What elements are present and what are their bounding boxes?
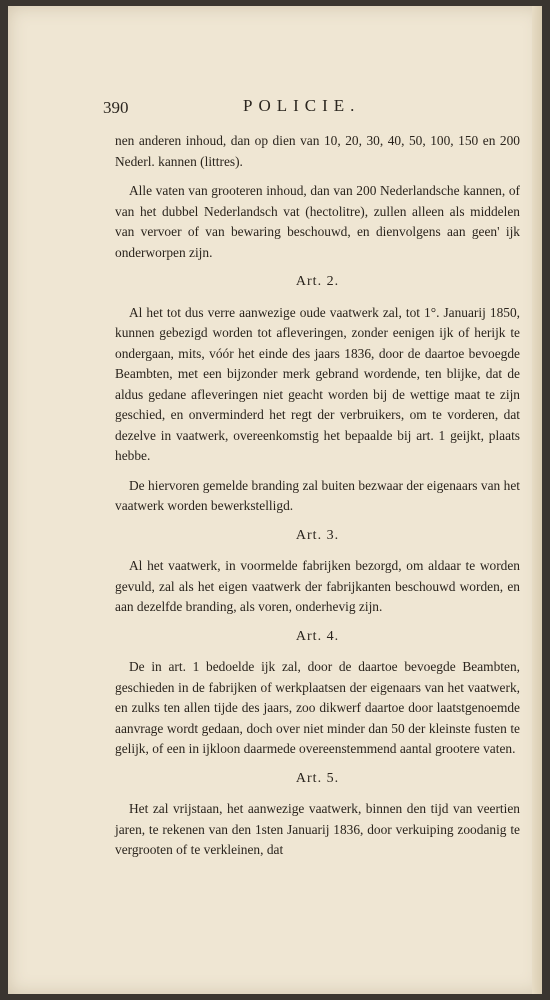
paragraph-1: nen anderen inhoud, dan op dien van 10, 20, 30, 40, 50, 100, 150 en 200 Nederl. kannen (littres). (115, 133, 520, 169)
running-title: POLICIE. (243, 96, 361, 115)
paragraph-5: Al het vaatwerk, in voormelde fabrijken bezorgd, om aldaar te worden gevuld, zal als het eigen vaatwerk der fabrijkanten beschouwd worden, en aan dezelfde branding, als voren, onderhevig zijn. (115, 558, 520, 614)
page-header (103, 94, 523, 124)
paragraph-3: Al het tot dus verre aanwezige oude vaatwerk zal, tot 1°. Januarij 1850, kunnen gebezigd worden tot afleveringen, zonder eenigen ijk of herijk te ondergaan, mits, vóór het einde des jaars 1836, door de daartoe bevoegde Beambten, met een bijzonder merk gebrand wordende, ten blijke, dat de aldus gedane afleveringen niet geacht worden bij de wettige maat te zijn geschied, en onverminderd het regt der verbruikers, om te vorderen, dat dezelve in vaatwerk, overeenkomstig het bepaalde bij art. 1 geijkt, plaats hebbe. (115, 304, 520, 463)
article-heading-4: Art. 4. (295, 628, 340, 644)
article-heading-5: Art. 5. (295, 770, 340, 786)
paragraph-4: De hiervoren gemelde branding zal buiten bezwaar der eigenaars van het vaatwerk worden bewerkstelligd. (115, 477, 520, 513)
article-heading-3: Art. 3. (295, 527, 340, 543)
page-number: 390 (103, 98, 129, 117)
paragraph-6: De in art. 1 bedoelde ijk zal, door de daartoe bevoegde Beambten, geschieden in de fabrijken of werkplaatsen der eigenaars van het vaatwerk, en zulks ten allen tijde des jaars, zoo dikwerf daartoe door laatstgenoemde aanvrage wordt gedaan, doch over niet minder dan 50 der kleinste fusten te gelijk, of een in ijkloon daarmede overeenstemmend aantal grootere vaten. (115, 659, 520, 756)
book-page (8, 6, 542, 994)
paragraph-7: Het zal vrijstaan, het aanwezige vaatwerk, binnen den tijd van veertien jaren, te rekenen van den 1sten Januarij 1836, door verkuiping zoodanig te vergrooten of te verkleinen, dat (115, 801, 520, 857)
paragraph-2: Alle vaten van grooteren inhoud, dan van 200 Nederlandsche kannen, of van het dubbel Nederlandsch vat (hectolitre), zullen alleen als middelen van vervoer of van bewaring beschouwd, en dienvolgens aan geen' ijk onderworpen zijn. (115, 183, 520, 260)
page-edge (532, 6, 542, 994)
article-heading-2: Art. 2. (295, 274, 340, 289)
body-text (115, 131, 520, 870)
